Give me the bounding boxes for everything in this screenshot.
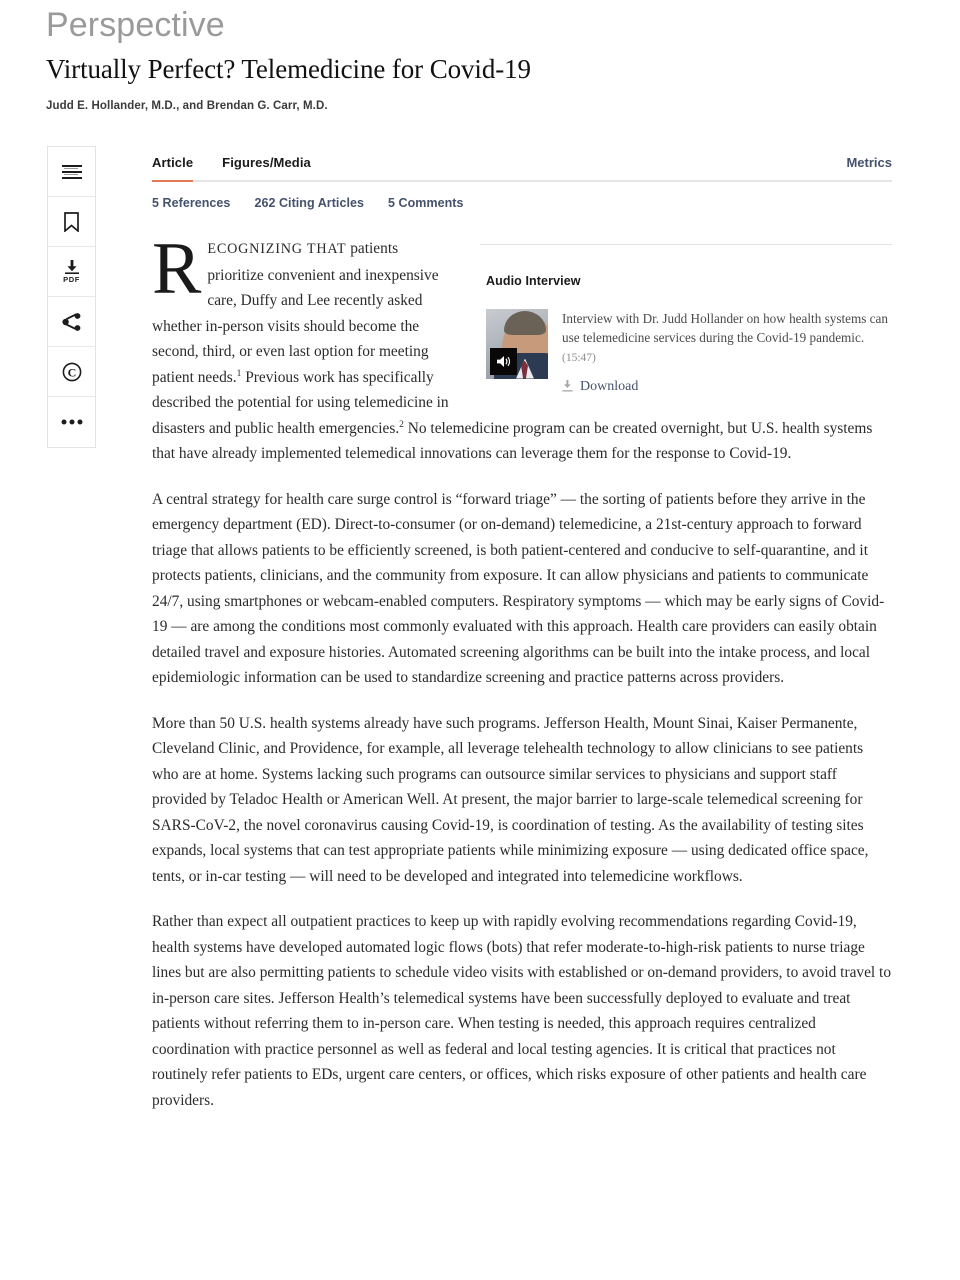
link-references[interactable]: 5 References	[152, 196, 231, 210]
audio-interview-description: Interview with Dr. Judd Hollander on how health systems can use telemedicine services during the Covid-19 pandemic.	[562, 310, 888, 345]
download-label: Download	[580, 378, 639, 394]
svg-text:C: C	[67, 364, 76, 379]
drop-cap: R	[152, 228, 202, 310]
page-title: Virtually Perfect? Telemedicine for Covid-19	[46, 54, 531, 84]
section-kicker: Perspective	[46, 6, 225, 44]
footnote-ref-2[interactable]: 2	[399, 419, 404, 430]
masthead	[0, 0, 960, 112]
article-body	[152, 228, 892, 1113]
outline-icon[interactable]	[48, 147, 95, 197]
audio-interview-duration: (15:47)	[562, 351, 596, 364]
link-comments[interactable]: 5 Comments	[388, 196, 464, 210]
share-icon[interactable]	[48, 297, 95, 347]
tab-figures-media[interactable]: Figures/Media	[222, 155, 311, 170]
permissions-icon[interactable]	[48, 347, 95, 397]
article-tabs	[152, 146, 892, 182]
main-column	[152, 146, 892, 1133]
paragraph-1	[152, 228, 892, 467]
paragraph-1-end: No telemedicine program can be created overnight, but U.S. health systems that have already implemented telemedical innovations can leverage them for the response to Covid-19.	[152, 419, 873, 462]
paragraph-2: A central strategy for health care surge control is “forward triage” — the sorting of patients before they arrive in the emergency department (ED). Direct-to-consumer (or on-demand) telemedicine, a 21st-century approach to forward triage that allows patients to be efficiently screened, is both patient-centered and conducive to self-quarantine, and it protects patients, clinicians, and the community from exposure. It can allow physicians and patients to communicate 24/7, using smartphones or webcam-enabled computers. Respiratory symptoms — which may be early signs of Covid-19 — are among the conditions most commonly evaluated with this approach. Health care providers can easily obtain detailed travel and exposure histories. Automated screening algorithms can be built into the intake process, and local epidemiologic information can be used to standardize screening and practice patterns across providers.	[152, 490, 885, 686]
pdf-download-icon[interactable]	[48, 247, 95, 297]
paragraph-1-rest: patients prioritize convenient and inexpensive care, Duffy and Lee recently asked whether in-person visits should become the second, third, or even last option for meeting patient needs.	[152, 240, 439, 386]
lead-small-caps: ECOGNIZING THAT	[207, 241, 347, 257]
pdf-label: PDF	[63, 274, 80, 284]
paragraph-4: Rather than expect all outpatient practices to keep up with rapidly evolving recommendations regarding Covid-19, health systems have developed automated logic flows (bots) that refer moderate-to-high-risk patients to nurse triage lines but are also permitting patients to schedule video visits with established or on-demand providers, to avoid travel to in-person care sites. Jefferson Health’s telemedical systems have been successfully deployed to evaluate and treat patients without referring them to in-person care. When testing is needed, this approach requires centralized coordination with practice personnel as well as federal and local testing agencies. It is critical that practices not routinely refer patients to EDs, urgent care centers, or offices, which risks exposure of other patients and health care providers.	[152, 913, 892, 1109]
more-options-icon[interactable]	[48, 397, 95, 447]
tab-article[interactable]: Article	[152, 155, 193, 180]
link-citing-articles[interactable]: 262 Citing Articles	[254, 196, 364, 210]
footnote-ref-1[interactable]: 1	[236, 368, 242, 379]
tab-metrics[interactable]: Metrics	[846, 155, 892, 170]
article-meta-links	[152, 196, 892, 210]
byline: Judd E. Hollander, M.D., and Brendan G. Carr, M.D.	[46, 100, 328, 112]
paragraph-3: More than 50 U.S. health systems already have such programs. Jefferson Health, Mount Sinai, Kaiser Permanente, Cleveland Clinic, and Providence, for example, all leverage telehealth technology to allow clinicians to see patients who are at home. Systems lacking such programs can outsource similar services to physicians and support staff provided by Teladoc Health or American Well. At present, the major barrier to large-scale telemedical screening for SARS-CoV-2, the novel coronavirus causing Covid-19, is coordination of testing. As the availability of testing sites expands, local systems that can test appropriate patients while minimizing exposure — using dedicated office space, tents, or in-car testing — will need to be developed and integrated into telemedicine workflows.	[152, 714, 869, 885]
paragraph-1-cont: Previous work has specifically described the potential for using telemedicine in disasters and public health emergencies.	[152, 368, 449, 437]
tool-rail	[47, 146, 96, 448]
audio-interview-title: Audio Interview	[486, 274, 581, 288]
bookmark-icon[interactable]	[48, 197, 95, 247]
